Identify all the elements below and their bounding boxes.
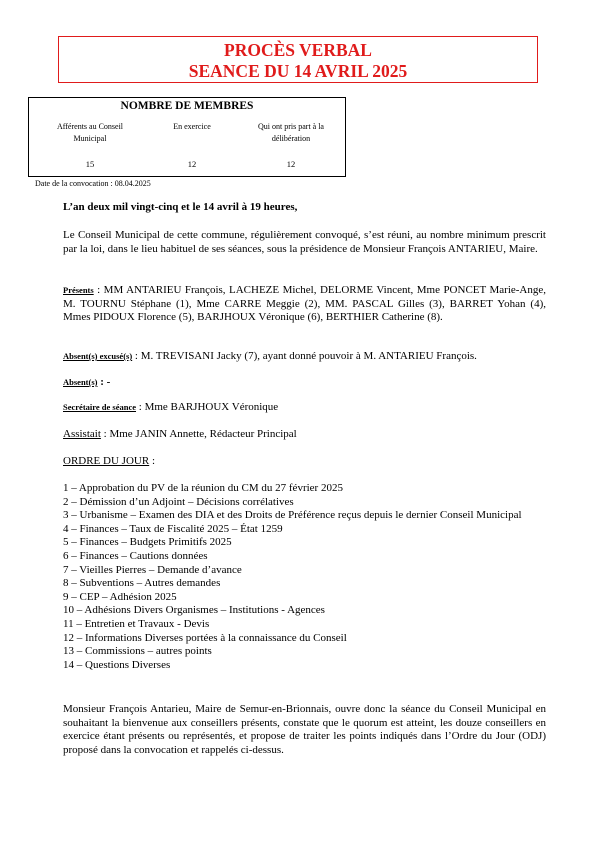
odj-item: 9 – CEP – Adhésion 2025	[63, 590, 177, 603]
odj-item: 10 – Adhésions Divers Organismes – Institutions - Agences	[63, 604, 325, 617]
odj-item: 7 – Vieilles Pierres – Demande d’avance	[63, 563, 242, 576]
absents-excuses-label: Absent(s) excusé(s)	[63, 351, 133, 361]
members-column-label: Qui ont pris part à la délibération	[258, 122, 324, 143]
secretaire-label: Secrétaire de séance	[63, 402, 137, 412]
members-column-en-exercice	[149, 121, 235, 171]
odj-item: 12 – Informations Diverses portées à la connaissance du Conseil	[63, 631, 347, 644]
convocation-date: Date de la convocation : 08.04.2025	[35, 179, 151, 188]
odj-item: 3 – Urbanisme – Examen des DIA et des Droits de Préférence reçus depuis le dernier Conseil Municipal	[63, 509, 522, 522]
odj-item: 6 – Finances – Cautions données	[63, 549, 208, 562]
absents-text: : -	[97, 376, 111, 388]
members-column-afferents	[47, 121, 133, 171]
presents-label: Présents	[63, 285, 94, 295]
odj-item: 13 – Commissions – autres points	[63, 645, 212, 658]
title-box	[58, 36, 538, 83]
odj-label: ORDRE DU JOUR	[63, 455, 150, 467]
odj-item: 5 – Finances – Budgets Primitifs 2025	[63, 536, 232, 549]
members-column-label: Afférents au Conseil Municipal	[56, 122, 124, 143]
odj-item: 8 – Subventions – Autres demandes	[63, 577, 221, 590]
odj-item: 4 – Finances – Taux de Fiscalité 2025 – État 1259	[63, 522, 283, 535]
presents-paragraph	[63, 284, 546, 325]
members-table-heading: NOMBRE DE MEMBRES	[120, 100, 254, 112]
members-column-label: En exercice	[173, 122, 211, 131]
odj-suffix: :	[149, 455, 155, 467]
absents-excuses-paragraph	[63, 350, 546, 364]
odj-item: 1 – Approbation du PV de la réunion du CM du 27 février 2025	[63, 482, 343, 494]
members-column-deliberation	[243, 121, 339, 171]
absents-paragraph	[63, 376, 546, 390]
opening-line: L’an deux mil vingt-cinq et le 14 avril à 19 heures,	[63, 201, 298, 213]
document-title: PROCÈS VERBAL	[224, 40, 372, 60]
members-column-value: 12	[286, 159, 296, 169]
odj-heading	[63, 455, 546, 469]
secretaire-paragraph	[63, 401, 546, 415]
closing-paragraph: Monsieur François Antarieu, Maire de Semur-en-Brionnais, ouvre donc la séance du Conseil Municipal en souhaitant la bienvenue aux conseillers présents, constate que le quorum est atteint, les douze conseillers en exercice étant présents ou représentés, et propose de traiter les points indiqués dans l’Ordre du Jour (ODJ) proposé dans la convocation et rappelés ci-dessus.	[63, 703, 546, 756]
assistait-text: : Mme JANIN Annette, Rédacteur Principal	[100, 428, 297, 440]
assistait-paragraph	[63, 428, 546, 442]
absents-label: Absent(s)	[63, 377, 98, 387]
intro-paragraph: Le Conseil Municipal de cette commune, régulièrement convoqué, s’est réuni, au nombre minimum prescrit par la loi, dans le lieu habituel de ses séances, sous la présidence de Monsieur François ANTARIEU, Maire.	[63, 229, 546, 255]
members-column-value: 15	[85, 159, 95, 169]
members-table	[28, 97, 346, 177]
odj-item: 14 – Questions Diverses	[63, 658, 171, 671]
absents-excuses-text: : M. TREVISANI Jacky (7), ayant donné pouvoir à M. ANTARIEU François.	[132, 350, 477, 362]
assistait-label: Assistait	[63, 428, 101, 440]
secretaire-text: : Mme BARJHOUX Véronique	[136, 401, 279, 413]
odj-list	[63, 482, 546, 672]
session-title: SEANCE DU 14 AVRIL 2025	[188, 61, 408, 81]
odj-item: 11 – Entretien et Travaux - Devis	[63, 617, 210, 630]
presents-text: : MM ANTARIEU François, LACHEZE Michel, DELORME Vincent, Mme PONCET Marie-Ange, M. TOURNU Stéphane (1), Mme CARRE Meggie (2), MM. PASCAL Gilles (3), BARRET Yohan (4), Mmes PIDOUX Florence (5), BARJHOUX Véronique (6), BERTHIER Catherine (8).	[63, 284, 546, 323]
odj-item: 2 – Démission d’un Adjoint – Décisions corrélatives	[63, 495, 294, 508]
members-column-value: 12	[187, 159, 197, 169]
